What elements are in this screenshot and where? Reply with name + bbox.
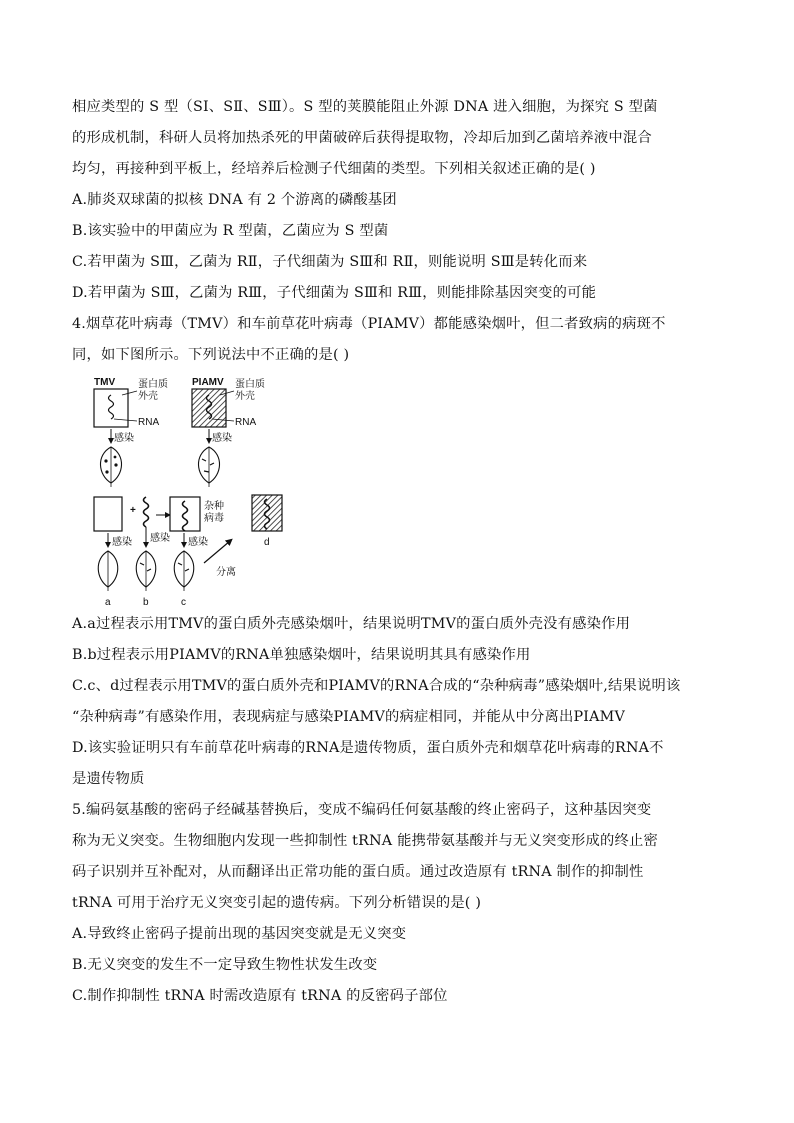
q4-option-c: C.c、d过程表示用TMV的蛋白质外壳和PIAMV的RNA合成的“杂种病毒”感染烟叶,结果说明该 <box>72 678 681 694</box>
svg-text:感染: 感染 <box>112 537 132 548</box>
q3-option-c: C.若甲菌为 SⅢ，乙菌为 RⅡ，子代细菌为 SⅢ和 RⅡ，则能说明 SⅢ是转化而来 <box>72 254 588 270</box>
question-5 <box>72 795 724 1012</box>
virus-diagram <box>92 375 392 607</box>
svg-text:感染: 感染 <box>188 537 208 548</box>
label-b: b <box>143 597 149 607</box>
tmv-shell-only <box>94 497 122 531</box>
hybrid-label-1: 杂种 <box>204 501 224 512</box>
protein-shell-label-2b: 外壳 <box>235 391 255 402</box>
label-c: c <box>181 597 186 607</box>
svg-text:感染: 感染 <box>150 533 170 544</box>
q3-option-a: A.肺炎双球菌的拟核 DNA 有 2 个游离的磷酸基团 <box>72 192 397 208</box>
q3-stem-line: 均匀，再接种到平板上，经培养后检测子代细菌的类型。下列相关叙述正确的是( ) <box>72 161 596 177</box>
separate-label: 分离 <box>216 567 236 578</box>
infect-label-b: 感染 <box>212 433 232 444</box>
q5-stem-line: 码子识别并互补配对，从而翻译出正常功能的蛋白质。通过改造原有 tRNA 制作的抑制性 <box>72 864 644 880</box>
virus-experiment-figure <box>72 375 724 607</box>
label-a: a <box>105 597 111 607</box>
piamv-rna-coil <box>144 497 149 527</box>
protein-shell-label-1b: 蛋白质 <box>235 379 265 390</box>
q4-option-a: A.a过程表示用TMV的蛋白质外壳感染烟叶，结果说明TMV的蛋白质外壳没有感染作用 <box>72 616 631 632</box>
question-4 <box>72 309 724 795</box>
question-3-continued <box>72 92 724 309</box>
q3-option-d: D.若甲菌为 SⅢ，乙菌为 RⅢ，子代细菌为 SⅢ和 RⅢ，则能排除基因突变的可能 <box>72 285 597 301</box>
rna-label-b: RNA <box>235 417 257 428</box>
q4-option-d-cont: 是遗传物质 <box>72 771 145 787</box>
q5-option-c: C.制作抑制性 tRNA 时需改造原有 tRNA 的反密码子部位 <box>72 988 448 1004</box>
tmv-label: TMV <box>94 377 116 388</box>
svg-text:+: + <box>130 505 136 516</box>
q3-option-b: B.该实验中的甲菌应为 R 型菌，乙菌应为 S 型菌 <box>72 223 389 239</box>
label-d: d <box>264 537 270 548</box>
q4-stem-line: 4.烟草花叶病毒（TMV）和车前草花叶病毒（PIAMV）都能感染烟叶，但二者致病的病斑不 <box>72 316 666 332</box>
q4-option-b: B.b过程表示用PIAMV的RNA单独感染烟叶，结果说明其具有感染作用 <box>72 647 531 663</box>
piamv-label: PIAMV <box>192 377 224 388</box>
q5-stem-line: 5.编码氨基酸的密码子经碱基替换后，变成不编码任何氨基酸的终止密码子，这种基因突变 <box>72 802 652 818</box>
q4-option-c-cont: “杂种病毒”有感染作用，表现病症与感染PIAMV的病症相同，并能从中分离出PIAMV <box>72 709 626 725</box>
rna-label: RNA <box>138 417 160 428</box>
piamv-separated-box <box>252 495 282 531</box>
q4-stem-line: 同，如下图所示。下列说法中不正确的是( ) <box>72 347 350 363</box>
protein-shell-label-1: 蛋白质 <box>138 379 168 390</box>
document-page <box>72 92 724 1012</box>
hybrid-label-2: 病毒 <box>204 513 224 524</box>
q5-option-a: A.导致终止密码子提前出现的基因突变就是无义突变 <box>72 926 407 942</box>
protein-shell-label-2: 外壳 <box>138 391 158 402</box>
q3-stem-line: 的形成机制，科研人员将加热杀死的甲菌破碎后获得提取物，冷却后加到乙菌培养液中混合 <box>72 130 652 146</box>
q4-option-d: D.该实验证明只有车前草花叶病毒的RNA是遗传物质，蛋白质外壳和烟草花叶病毒的RNA不 <box>72 740 664 756</box>
q5-stem-line: 称为无义突变。生物细胞内发现一些抑制性 tRNA 能携带氨基酸并与无义突变形成的终止密 <box>72 833 659 849</box>
q5-option-b: B.无义突变的发生不一定导致生物性状发生改变 <box>72 957 378 973</box>
q3-stem-line: 相应类型的 S 型（SⅠ、SⅡ、SⅢ）。S 型的荚膜能阻止外源 DNA 进入细胞，为探究 S 型菌 <box>72 99 658 115</box>
infect-label: 感染 <box>114 433 134 444</box>
q5-stem-line: tRNA 可用于治疗无义突变引起的遗传病。下列分析错误的是( ) <box>72 895 482 911</box>
